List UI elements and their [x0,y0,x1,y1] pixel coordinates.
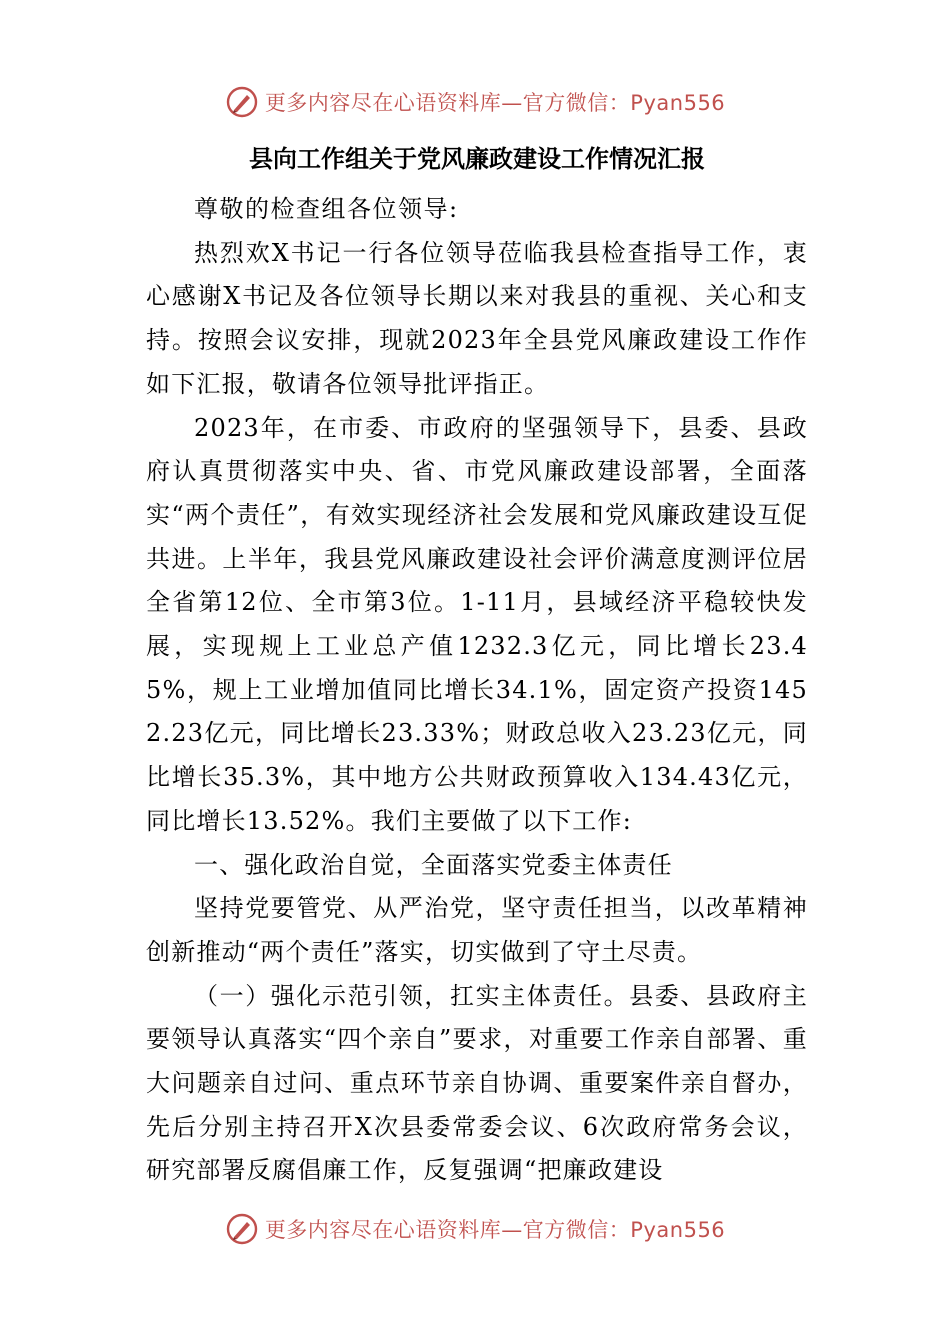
paragraph-overview: 2023年，在市委、市政府的坚强领导下，县委、县政府认真贯彻落实中央、省、市党风廉政建设部署，全面落实“两个责任”，有效实现经济社会发展和党风廉政建设互促共进。上半年，我县党风廉政建设社会评价满意度测评位居全省第12位、全市第3位。1-11月，县域经济平稳较快发展，实现规上工业总产值1232.3亿元，同比增长23.45%，规上工业增加值同比增长34.1%，固定资产投资1452.23亿元，同比增长23.33%；财政总收入23.23亿元，同比增长35.3%，其中地方公共财政预算收入134.43亿元，同比增长13.52%。我们主要做了以下工作: [146,413,808,835]
watermark-text: 更多内容尽在心语资料库—官方微信：Pyan556 [264,91,726,115]
document-title: 县向工作组关于党风廉政建设工作情况汇报 [249,144,705,173]
paragraph-section-1: 坚持党要管党、从严治党，坚守责任担当，以改革精神创新推动“两个责任”落实，切实做到了守土尽责。 [146,894,808,966]
document-body [146,140,808,1193]
salutation: 尊敬的检查组各位领导: [194,195,459,223]
pen-logo-icon [225,1212,259,1246]
section-heading-1: 一、强化政治自觉，全面落实党委主体责任 [194,850,673,879]
pen-logo-icon [225,85,259,119]
watermark-footer [0,1209,950,1249]
paragraph-subsection-1: （一）强化示范引领，扛实主体责任。县委、县政府主要领导认真落实“四个亲自”要求，对重要工作亲自部署、重大问题亲自过问、重点环节亲自协调、重要案件亲自督办，先后分别主持召开X次县委常委会议、6次政府常务会议，研究部署反腐倡廉工作，反复强调“把廉政建设 [146,981,808,1185]
paragraph-intro: 热烈欢X书记一行各位领导莅临我县检查指导工作，衷心感谢X书记及各位领导长期以来对我县的重视、关心和支持。按照会议安排，现就2023年全县党风廉政建设工作作如下汇报，敬请各位领导批评指正。 [146,238,808,398]
watermark-text: 更多内容尽在心语资料库—官方微信：Pyan556 [264,1218,726,1242]
watermark-header [0,82,950,122]
